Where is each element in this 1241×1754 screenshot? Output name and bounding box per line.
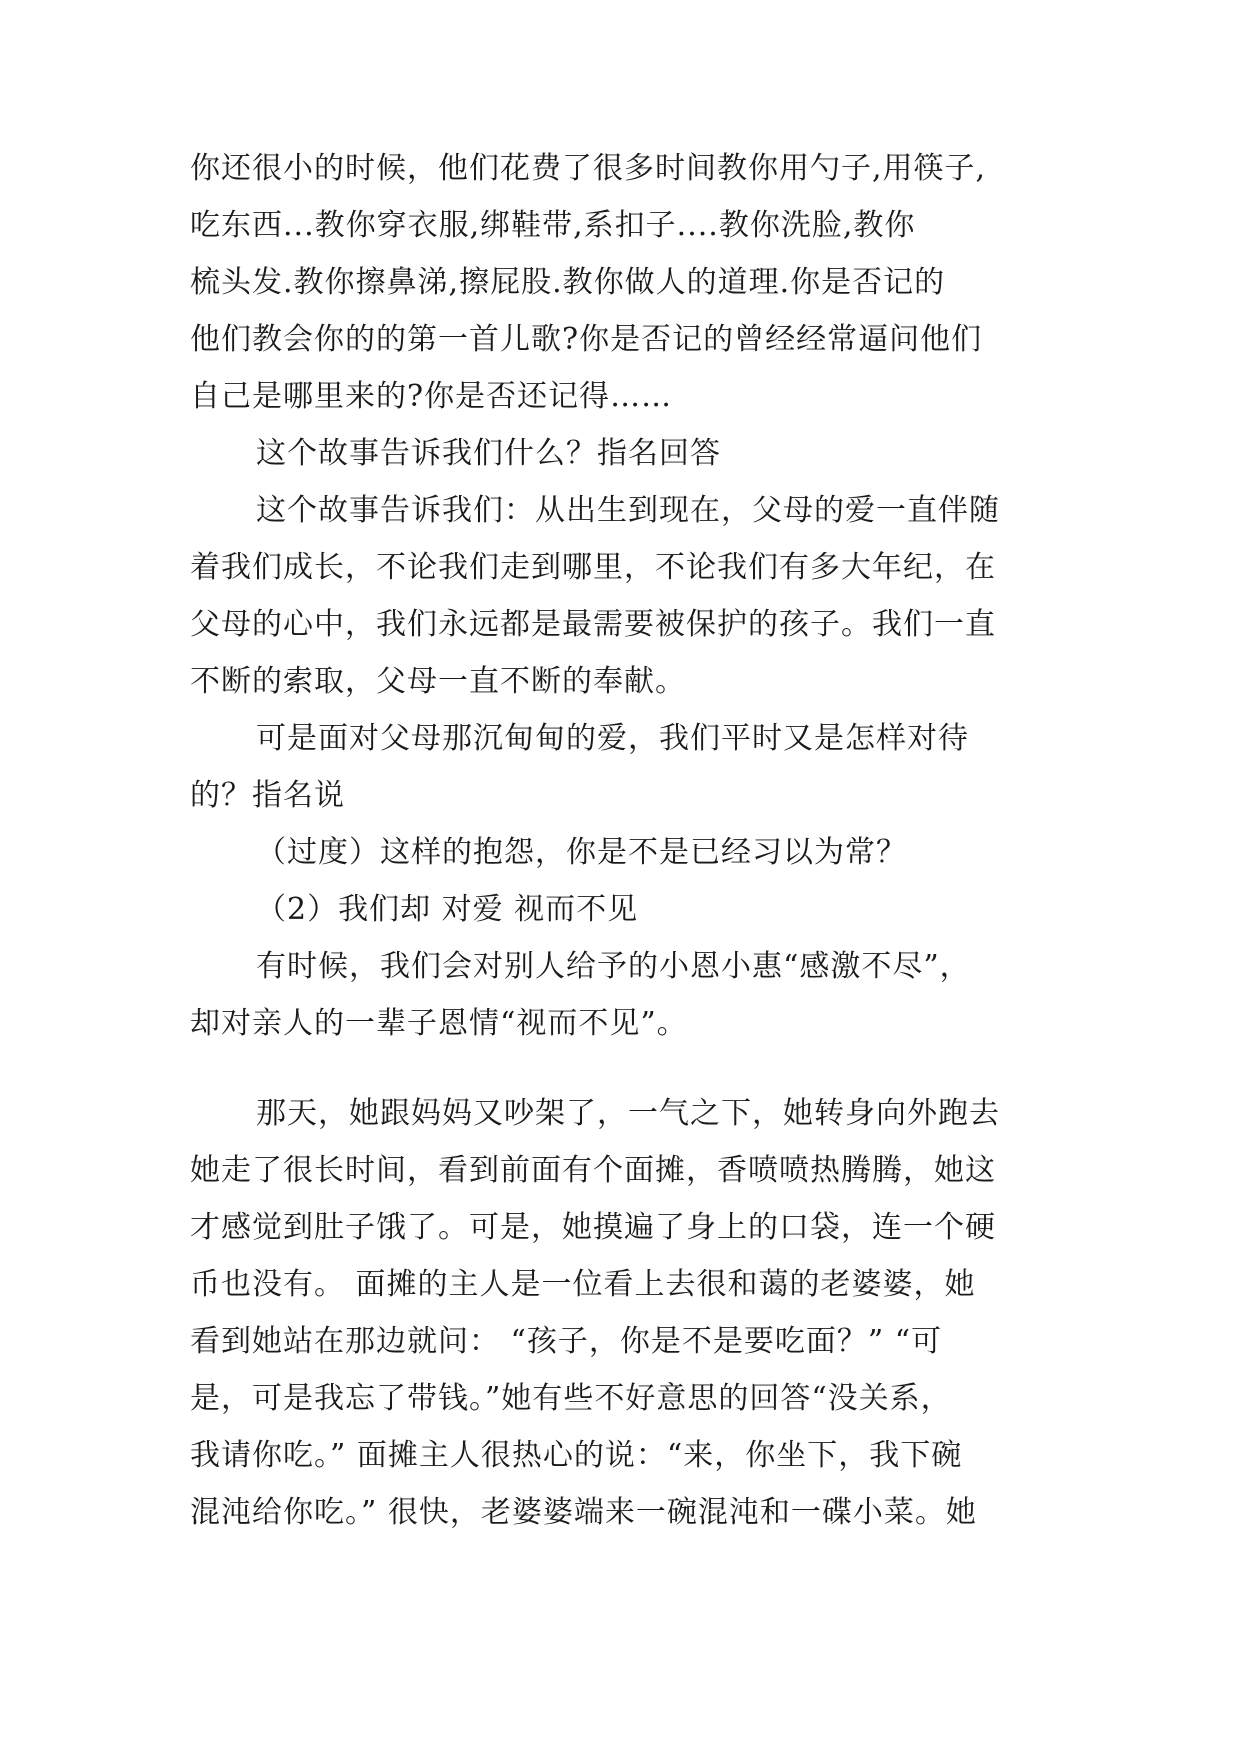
text-line: 吃东西...教你穿衣服,绑鞋带,系扣子....教你洗脸,教你 — [190, 208, 916, 243]
text-line: 的？指名说 — [190, 778, 345, 813]
text-line: 他们教会你的的第一首儿歌?你是否记的曾经经常逼问他们 — [190, 322, 983, 357]
text-line: （过度）这样的抱怨，你是不是已经习以为常？ — [256, 835, 907, 870]
text-line: （2）我们却 对爱 视而不见 — [256, 892, 639, 927]
text-line: 梳头发.教你擦鼻涕,擦屁股.教你做人的道理.你是否记的 — [190, 265, 946, 300]
text-line: 这个故事告诉我们什么？指名回答 — [256, 436, 721, 471]
text-line: 才感觉到肚子饿了。可是，她摸遍了身上的口袋，连一个硬 — [190, 1210, 996, 1245]
text-line: 她走了很长时间，看到前面有个面摊，香喷喷热腾腾，她这 — [190, 1153, 996, 1188]
text-line: 可是面对父母那沉甸甸的爱，我们平时又是怎样对待 — [256, 721, 969, 756]
text-line: 自己是哪里来的?你是否还记得…… — [190, 379, 673, 414]
text-line: 你还很小的时候，他们花费了很多时间教你用勺子,用筷子, — [190, 151, 987, 186]
text-line: 币也没有。 面摊的主人是一位看上去很和蔼的老婆婆，她 — [190, 1267, 976, 1302]
text-line: 我请你吃。” 面摊主人很热心的说：“来，你坐下，我下碗 — [190, 1438, 963, 1473]
text-line: 父母的心中，我们永远都是最需要被保护的孩子。我们一直 — [190, 607, 996, 642]
text-line: 着我们成长，不论我们走到哪里，不论我们有多大年纪，在 — [190, 550, 996, 585]
text-line: 这个故事告诉我们：从出生到现在，父母的爱一直伴随 — [256, 493, 1000, 528]
text-line: 不断的索取，父母一直不断的奉献。 — [190, 664, 686, 699]
text-line: 那天，她跟妈妈又吵架了，一气之下，她转身向外跑去 — [256, 1096, 1000, 1131]
text-line: 有时候，我们会对别人给予的小恩小惠“感激不尽”， — [256, 949, 971, 984]
text-line: 是，可是我忘了带钱。”她有些不好意思的回答“没关系， — [190, 1381, 952, 1416]
text-line: 却对亲人的一辈子恩情“视而不见”。 — [190, 1006, 688, 1041]
text-line: 看到她站在那边就问： “孩子，你是不是要吃面？” “可 — [190, 1324, 943, 1359]
text-line: 混沌给你吃。” 很快，老婆婆端来一碗混沌和一碟小菜。她 — [190, 1495, 977, 1530]
